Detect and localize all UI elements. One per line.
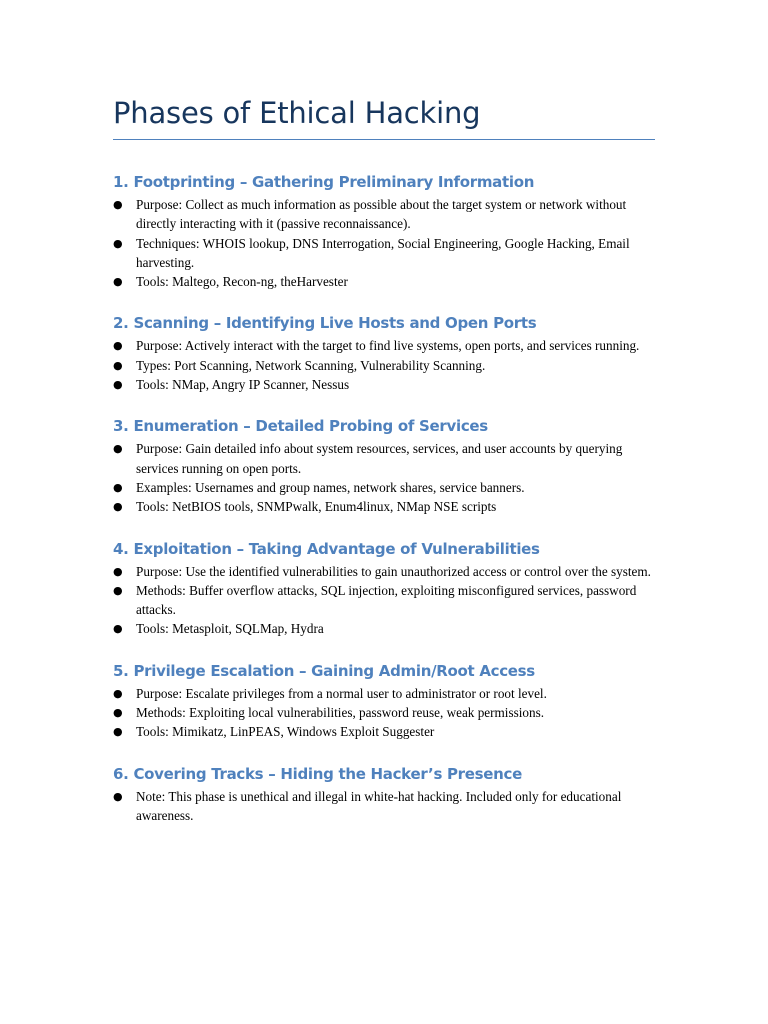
bullet-item xyxy=(113,195,658,234)
bullet-icon: ● xyxy=(113,480,123,494)
bullet-text: Methods: Exploiting local vulnerabilities, password reuse, weak permissions. xyxy=(136,705,545,721)
section-covering-tracks xyxy=(113,762,658,826)
bullet-icon: ● xyxy=(113,622,123,636)
section-heading: 1. Footprinting – Gathering Preliminary Information xyxy=(113,173,535,191)
bullet-item xyxy=(113,336,658,355)
bullet-icon: ● xyxy=(113,725,123,739)
bullet-icon: ● xyxy=(113,564,123,578)
bullet-item xyxy=(113,684,658,703)
bullet-list xyxy=(113,336,658,394)
bullet-list xyxy=(113,195,658,291)
bullet-icon: ● xyxy=(113,706,123,720)
section-enumeration xyxy=(113,414,658,516)
bullet-icon: ● xyxy=(113,236,123,250)
title-underline xyxy=(113,139,655,140)
bullet-item xyxy=(113,375,658,394)
section-heading: 4. Exploitation – Taking Advantage of Vulnerabilities xyxy=(113,539,540,558)
bullet-icon: ● xyxy=(113,686,123,700)
bullet-item xyxy=(113,272,658,291)
section-heading: 3. Enumeration – Detailed Probing of Services xyxy=(113,417,488,436)
bullet-list xyxy=(113,439,658,516)
bullet-list xyxy=(113,562,658,639)
bullet-item xyxy=(113,562,658,581)
bullet-text: Types: Port Scanning, Network Scanning, Vulnerability Scanning. xyxy=(136,357,486,373)
section-exploitation xyxy=(113,537,658,639)
bullet-text: Techniques: WHOIS lookup, DNS Interrogation, Social Engineering, Google Hacking, Email harvesting. xyxy=(136,235,630,270)
bullet-icon: ● xyxy=(113,339,123,353)
bullet-text: Purpose: Use the identified vulnerabilities to gain unauthorized access or control over the system. xyxy=(136,563,651,579)
section-footprinting xyxy=(113,170,658,291)
section-heading: 2. Scanning – Identifying Live Hosts and Open Ports xyxy=(113,314,537,333)
bullet-text: Methods: Buffer overflow attacks, SQL injection, exploiting misconfigured services, password attacks. xyxy=(136,582,637,618)
section-heading: 5. Privilege Escalation – Gaining Admin/Root Access xyxy=(113,661,535,680)
bullet-text: Tools: Mimikatz, LinPEAS, Windows Exploit Suggester xyxy=(136,724,435,740)
bullet-text: Purpose: Escalate privileges from a normal user to administrator or root level. xyxy=(136,685,547,701)
bullet-item xyxy=(113,619,658,638)
bullet-item xyxy=(113,722,658,741)
bullet-text: Purpose: Gain detailed info about system resources, services, and user accounts by querying services running on open ports. xyxy=(136,441,623,476)
section-privilege-escalation xyxy=(113,659,658,742)
bullet-item xyxy=(113,439,658,478)
bullet-icon: ● xyxy=(113,198,123,211)
bullet-text: Purpose: Collect as much information as possible about the target system or network without directly interacting with it (passive reconnaissance). xyxy=(136,197,627,232)
bullet-item xyxy=(113,581,658,620)
bullet-text: Tools: NetBIOS tools, SNMPwalk, Enum4linux, NMap NSE scripts xyxy=(136,499,497,515)
bullet-list xyxy=(113,787,658,826)
bullet-icon: ● xyxy=(113,275,123,289)
bullet-icon: ● xyxy=(113,442,123,456)
bullet-icon: ● xyxy=(113,500,123,514)
bullet-item xyxy=(113,356,658,375)
bullet-text: Tools: Maltego, Recon-ng, theHarvester xyxy=(136,274,348,290)
bullet-text: Tools: NMap, Angry IP Scanner, Nessus xyxy=(136,377,350,393)
bullet-icon: ● xyxy=(113,789,123,803)
bullet-list xyxy=(113,684,658,742)
bullet-icon: ● xyxy=(113,583,123,597)
bullet-item xyxy=(113,703,658,722)
bullet-item xyxy=(113,478,658,497)
bullet-item xyxy=(113,234,658,273)
bullet-icon: ● xyxy=(113,378,123,392)
section-scanning xyxy=(113,311,658,394)
bullet-text: Purpose: Actively interact with the target to find live systems, open ports, and services running. xyxy=(136,338,640,354)
bullet-item xyxy=(113,497,658,516)
document-body xyxy=(113,170,658,825)
page-title: Phases of Ethical Hacking xyxy=(113,96,481,130)
bullet-text: Tools: Metasploit, SQLMap, Hydra xyxy=(136,621,324,637)
bullet-item xyxy=(113,787,658,826)
section-heading: 6. Covering Tracks – Hiding the Hacker’s Presence xyxy=(113,764,522,783)
bullet-icon: ● xyxy=(113,358,123,372)
bullet-text: Note: This phase is unethical and illegal in white-hat hacking. Included only for educational awareness. xyxy=(136,788,622,823)
bullet-text: Examples: Usernames and group names, network shares, service banners. xyxy=(136,479,525,495)
